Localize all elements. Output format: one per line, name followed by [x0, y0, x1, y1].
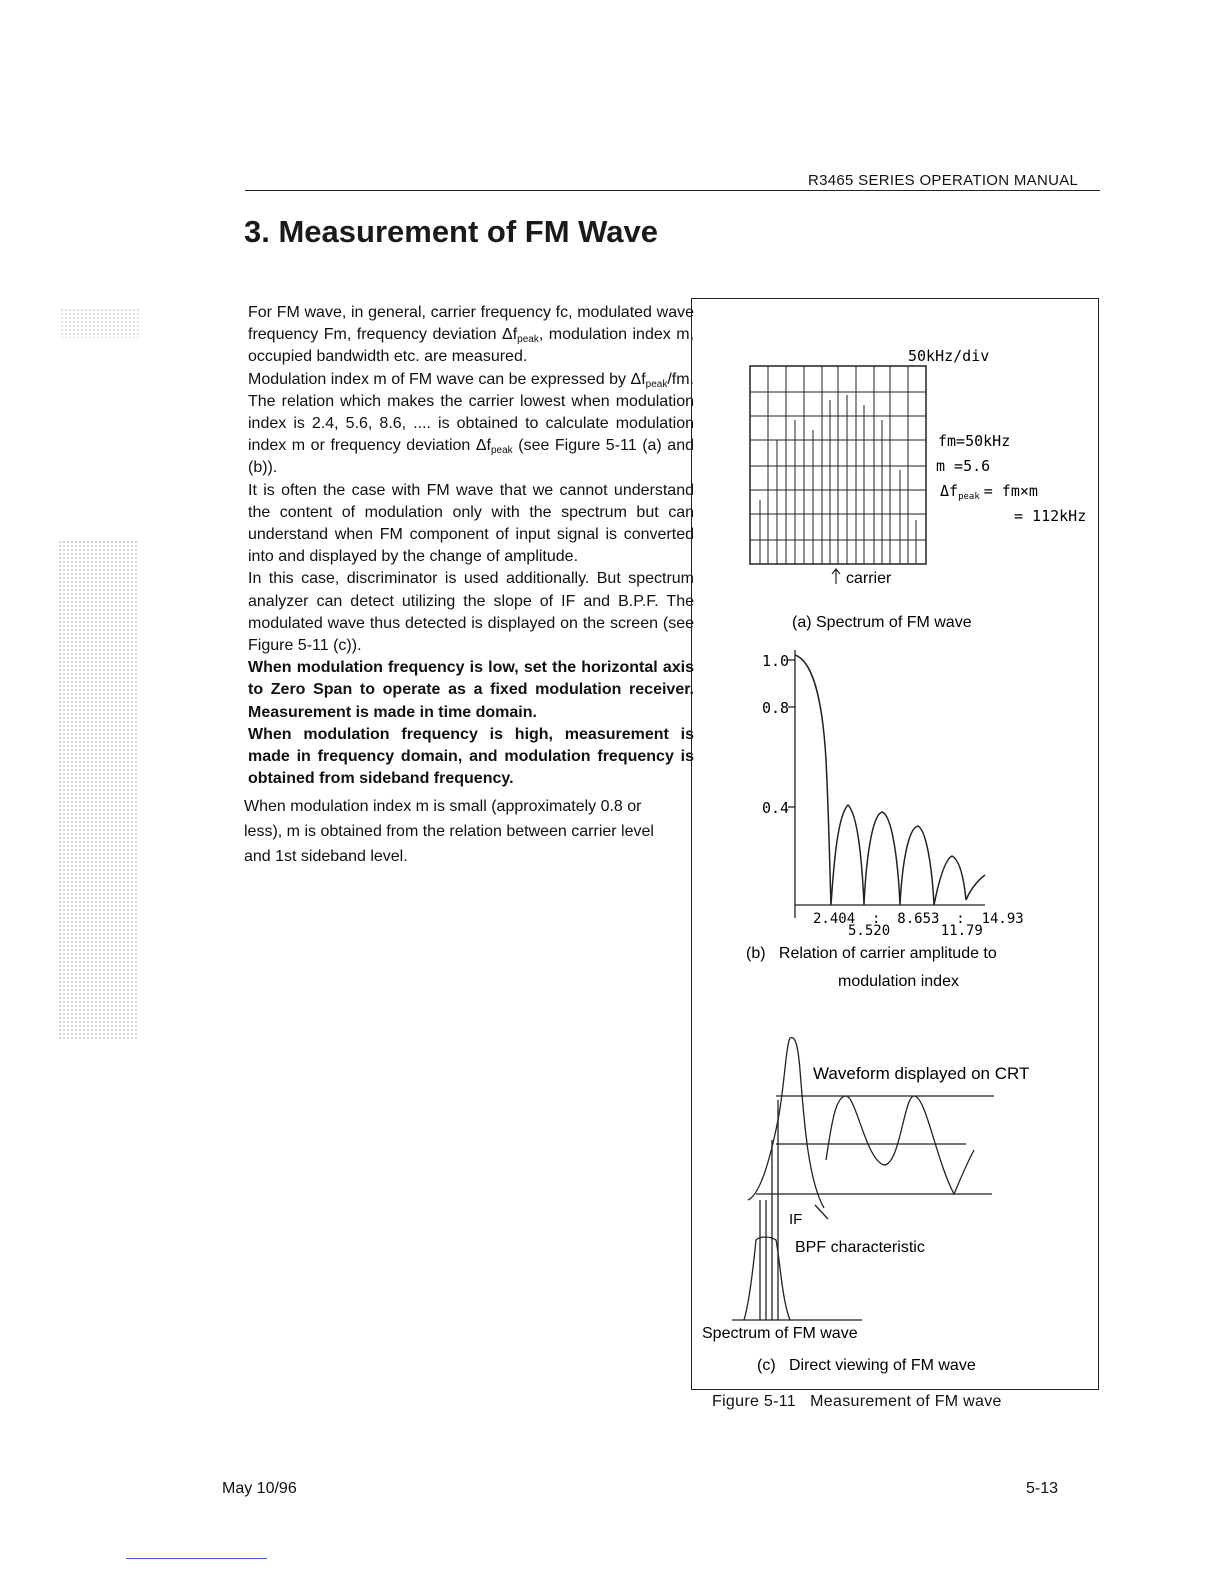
page-number: 5-13 — [1026, 1480, 1059, 1497]
y-tick: 0.4 — [762, 799, 790, 817]
carrier-label: carrier — [846, 570, 892, 587]
up-arrow-icon — [832, 569, 840, 584]
y-tick: 0.8 — [762, 699, 790, 717]
paragraph: For FM wave, in general, carrier frequency fc, modulated wave frequency Fm, frequency deviation $\Delta f_{peak}$, modulation index m, occupied bandwidth etc. are measured. — [248, 304, 695, 366]
bottom-rule — [126, 1558, 267, 1559]
y-tick: 1.0 — [762, 652, 790, 670]
paragraph: In this case, discriminator is used additionally. But spectrum analyzer can detect utilizing the slope of IF and B.P.F. The modulated wave thus detected is displayed on the screen (see Figure 5-11 (c)). — [248, 570, 694, 655]
bessel-curve — [795, 655, 985, 905]
spectrum-label: Spectrum of FM wave — [702, 1325, 858, 1342]
x-ticks-bottom: 5.520 11.79 — [848, 923, 983, 939]
result-label: = 112kHz — [1014, 507, 1087, 525]
caption-b-line1: (b) Relation of carrier amplitude to — [746, 945, 997, 962]
paragraph: When modulation frequency is high, measurement is made in frequency domain, and modulation frequency is obtained from sideband frequency. — [248, 725, 694, 788]
fm-label: fm=50kHz — [938, 432, 1011, 450]
paragraph: When modulation index m is small (approximately 0.8 or less), m is obtained from the relation between carrier level and 1st sideband level. — [244, 798, 654, 866]
paragraph: When modulation frequency is low, set the horizontal axis to Zero Span to operate as a fixed modulation receiver. Measurement is made in time domain. — [248, 659, 694, 721]
running-header: R3465 SERIES OPERATION MANUAL — [808, 172, 1079, 189]
paragraph: Modulation index m of FM wave can be expressed by $\Delta f_{peak}/fm$. The relation which makes the carrier lowest when modulation index is 2.4, 5.6, 8.6, .... is obtained to calculate modulation index m or frequency deviation $\Delta f_{peak}$ (see Figure 5-11 (a) and (b)). — [248, 370, 694, 477]
figure-caption: Figure 5-11 Measurement of FM wave — [712, 1393, 1002, 1410]
caption-b-line2: modulation index — [838, 973, 959, 990]
bpf-label: BPF characteristic — [795, 1239, 925, 1256]
section-title: 3. Measurement of FM Wave — [244, 214, 659, 249]
caption-a: (a) Spectrum of FM wave — [792, 614, 972, 631]
caption-c: (c) Direct viewing of FM wave — [757, 1357, 976, 1374]
paragraph: It is often the case with FM wave that we cannot understand the content of modulation only with the spectrum but can understand when FM component of input signal is converted into and displayed by the change of amplitude. — [248, 481, 694, 566]
m-label: m =5.6 — [936, 457, 991, 475]
crt-label: Waveform displayed on CRT — [813, 1064, 1030, 1083]
footer-date: May 10/96 — [222, 1480, 297, 1497]
scale-label: 50kHz/div — [908, 347, 990, 365]
x-ticks-top: 2.404 : 8.653 : 14.93 — [813, 911, 1024, 927]
bessel-axes — [788, 650, 985, 918]
if-label: IF — [789, 1211, 803, 1228]
dfpeak-label: $\Delta f_{peak} = fm\times m$ — [940, 482, 1038, 502]
